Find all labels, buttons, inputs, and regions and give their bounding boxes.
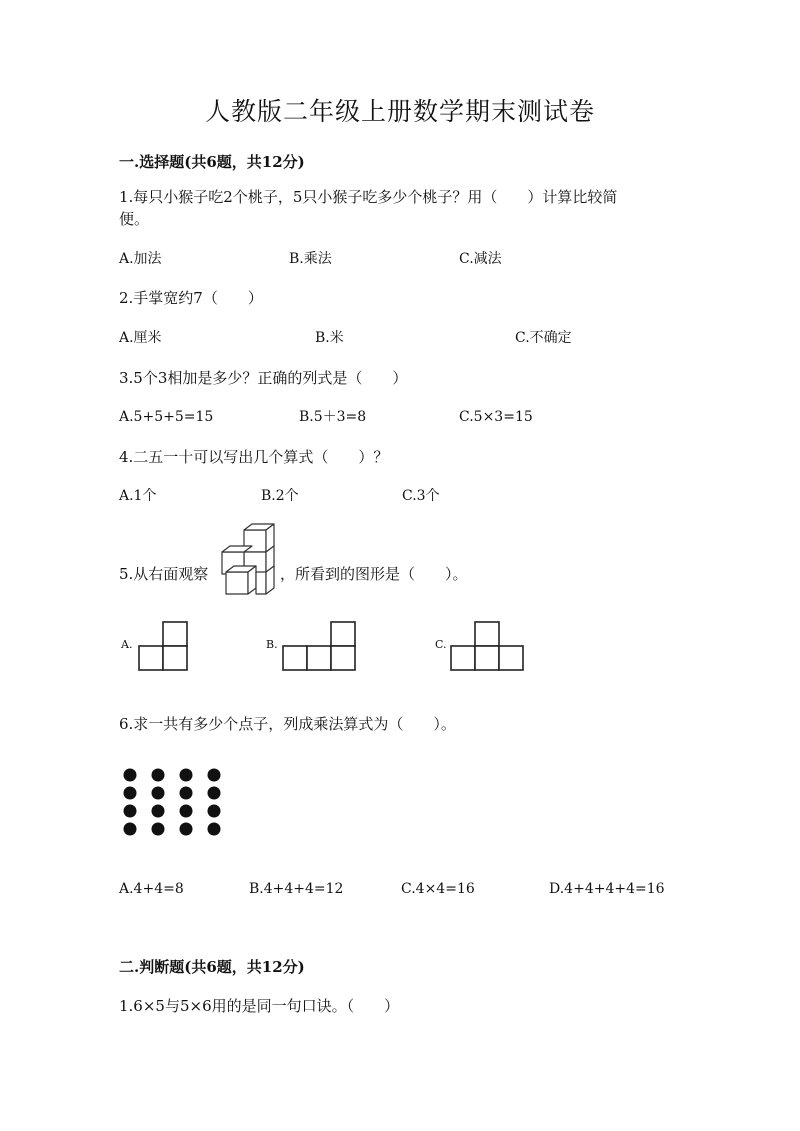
- q2-option-b[interactable]: B.米: [315, 330, 344, 346]
- q3-option-c[interactable]: C.5×3=15: [459, 409, 533, 425]
- q1-option-a[interactable]: A.加法: [119, 251, 162, 267]
- cube-face: [256, 572, 266, 594]
- q4-option-a[interactable]: A.1个: [119, 488, 157, 504]
- q5-option-a-figure: [137, 621, 189, 673]
- q3-option-b[interactable]: B.5＋3=8: [299, 409, 367, 425]
- question-3-text: 3.5个3相加是多少？正确的列式是（ ）: [119, 369, 408, 387]
- question-5-text-before: 5.从右面观察: [119, 565, 209, 583]
- q5-option-b-label[interactable]: B.: [266, 638, 278, 651]
- judgement-question-1-text: 1.6×5与5×6用的是同一句口诀。（ ）: [119, 997, 400, 1015]
- q2-option-a[interactable]: A.厘米: [119, 330, 162, 346]
- question-6-text: 6.求一共有多少个点子，列成乘法算式为（ ）。: [119, 715, 456, 733]
- dot: [208, 823, 221, 836]
- q5-option-c-figure: [449, 621, 525, 673]
- dot: [152, 769, 165, 782]
- q1-option-c[interactable]: C.减法: [459, 251, 502, 267]
- q4-option-b[interactable]: B.2个: [261, 488, 299, 504]
- q4-option-c[interactable]: C.3个: [402, 488, 440, 504]
- question-4-text: 4.二五一十可以写出几个算式（ ）？: [119, 448, 389, 466]
- q3-option-a[interactable]: A.5+5+5=15: [119, 409, 214, 425]
- dot: [180, 823, 193, 836]
- dot: [208, 805, 221, 818]
- section-heading-judgement: 二.判断题(共6题，共12分): [119, 958, 305, 976]
- q6-option-b[interactable]: B.4+4+4=12: [249, 881, 344, 897]
- q5-option-b-figure: [281, 621, 357, 673]
- dot: [152, 823, 165, 836]
- q6-option-a[interactable]: A.4+4=8: [119, 881, 184, 897]
- dot: [208, 769, 221, 782]
- dot-grid-figure: [120, 766, 230, 838]
- question-2-text: 2.手掌宽约7（ ）: [119, 289, 263, 307]
- dot: [124, 805, 137, 818]
- dot: [152, 805, 165, 818]
- q6-option-d[interactable]: D.4+4+4+4=16: [549, 881, 665, 897]
- dot: [152, 787, 165, 800]
- dot: [124, 769, 137, 782]
- q6-option-c[interactable]: C.4×4=16: [401, 881, 475, 897]
- dot: [124, 787, 137, 800]
- question-5-text-after: ，所看到的图形是（ ）。: [280, 565, 468, 583]
- dot: [180, 805, 193, 818]
- q1-option-b[interactable]: B.乘法: [289, 251, 332, 267]
- q5-option-a-label[interactable]: A.: [121, 638, 133, 651]
- dot: [180, 769, 193, 782]
- page-title: 人教版二年级上册数学期末测试卷: [204, 97, 595, 126]
- q2-option-c[interactable]: C.不确定: [515, 330, 572, 346]
- dot: [124, 823, 137, 836]
- dot: [208, 787, 221, 800]
- cube-stack-figure: [214, 522, 280, 604]
- q5-option-c-label[interactable]: C.: [435, 638, 447, 651]
- dot: [180, 787, 193, 800]
- question-1-text-line2: 便。: [119, 210, 150, 228]
- section-heading-choice: 一.选择题(共6题，共12分): [119, 153, 305, 171]
- question-1-text-line1: 1.每只小猴子吃2个桃子，5只小猴子吃多少个桃子？用（ ）计算比较简: [119, 188, 618, 206]
- cube-face: [226, 572, 248, 594]
